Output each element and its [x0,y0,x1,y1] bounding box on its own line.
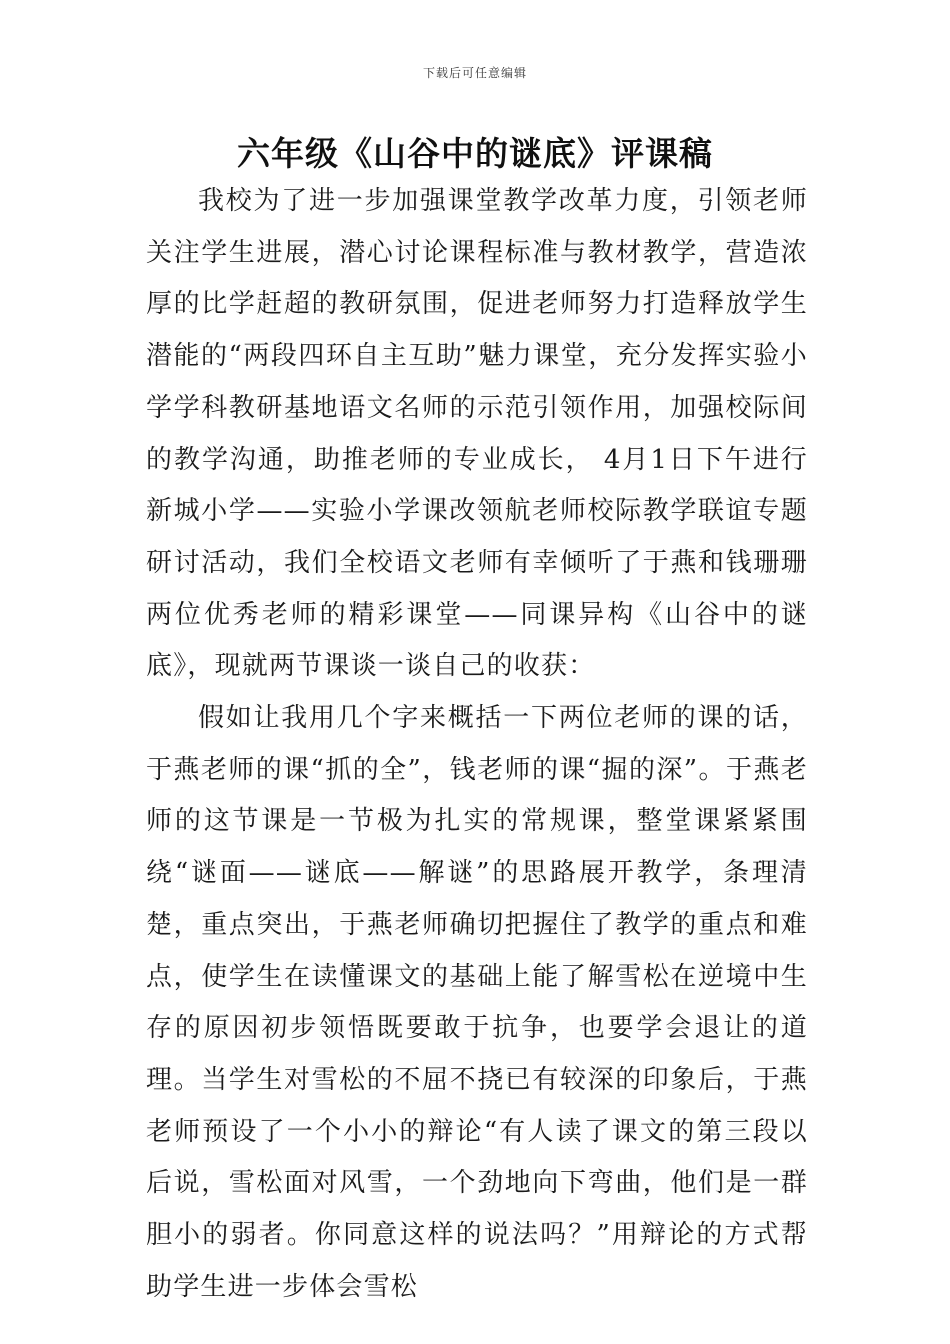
document-title: 六年级《山谷中的谜底》评课稿 [237,134,713,173]
paragraph-2: 假如让我用几个字来概括一下两位老师的课的话，于燕老师的课“抓的全”，钱老师的课“掘的深”。于燕老师的这节课是一节极为扎实的常规课，整堂课紧紧围绕“谜面——谜底——解谜”的思路展开教学，条理清楚，重点突出，于燕老师确切把握住了教学的重点和难点，使学生在读懂课文的基础上能了解雪松在逆境中生存的原因初步领悟既要敢于抗争，也要学会退让的道理。当学生对雪松的不屈不挠已有较深的印象后，于燕老师预设了一个小小的辩论“有人读了课文的第三段以后说，雪松面对风雪，一个劲地向下弯曲，他们是一群胆小的弱者。你同意这样的说法吗？”用辩论的方式帮助学生进一步体会雪松 [146,703,808,1302]
header-note: 下载后可任意编辑 [422,66,527,80]
paragraph-1: 我校为了进一步加强课堂教学改革力度，引领老师关注学生进展，潜心讨论课程标准与教材教学，营造浓厚的比学赶超的教研氛围，促进老师努力打造释放学生潜能的“两段四环自主互助”魅力课堂，充分发挥实验小学学科教研基地语文名师的示范引领作用，加强校际间的教学沟通，助推老师的专业成长， 4月1日下午进行新城小学——实验小学课改领航老师校际教学联谊专题研讨活动，我们全校语文老师有幸倾听了于燕和钱珊珊两位优秀老师的精彩课堂——同课异构《山谷中的谜底》，现就两节课谈一谈自己的收获： [146,186,808,682]
document-body [146,176,808,1313]
